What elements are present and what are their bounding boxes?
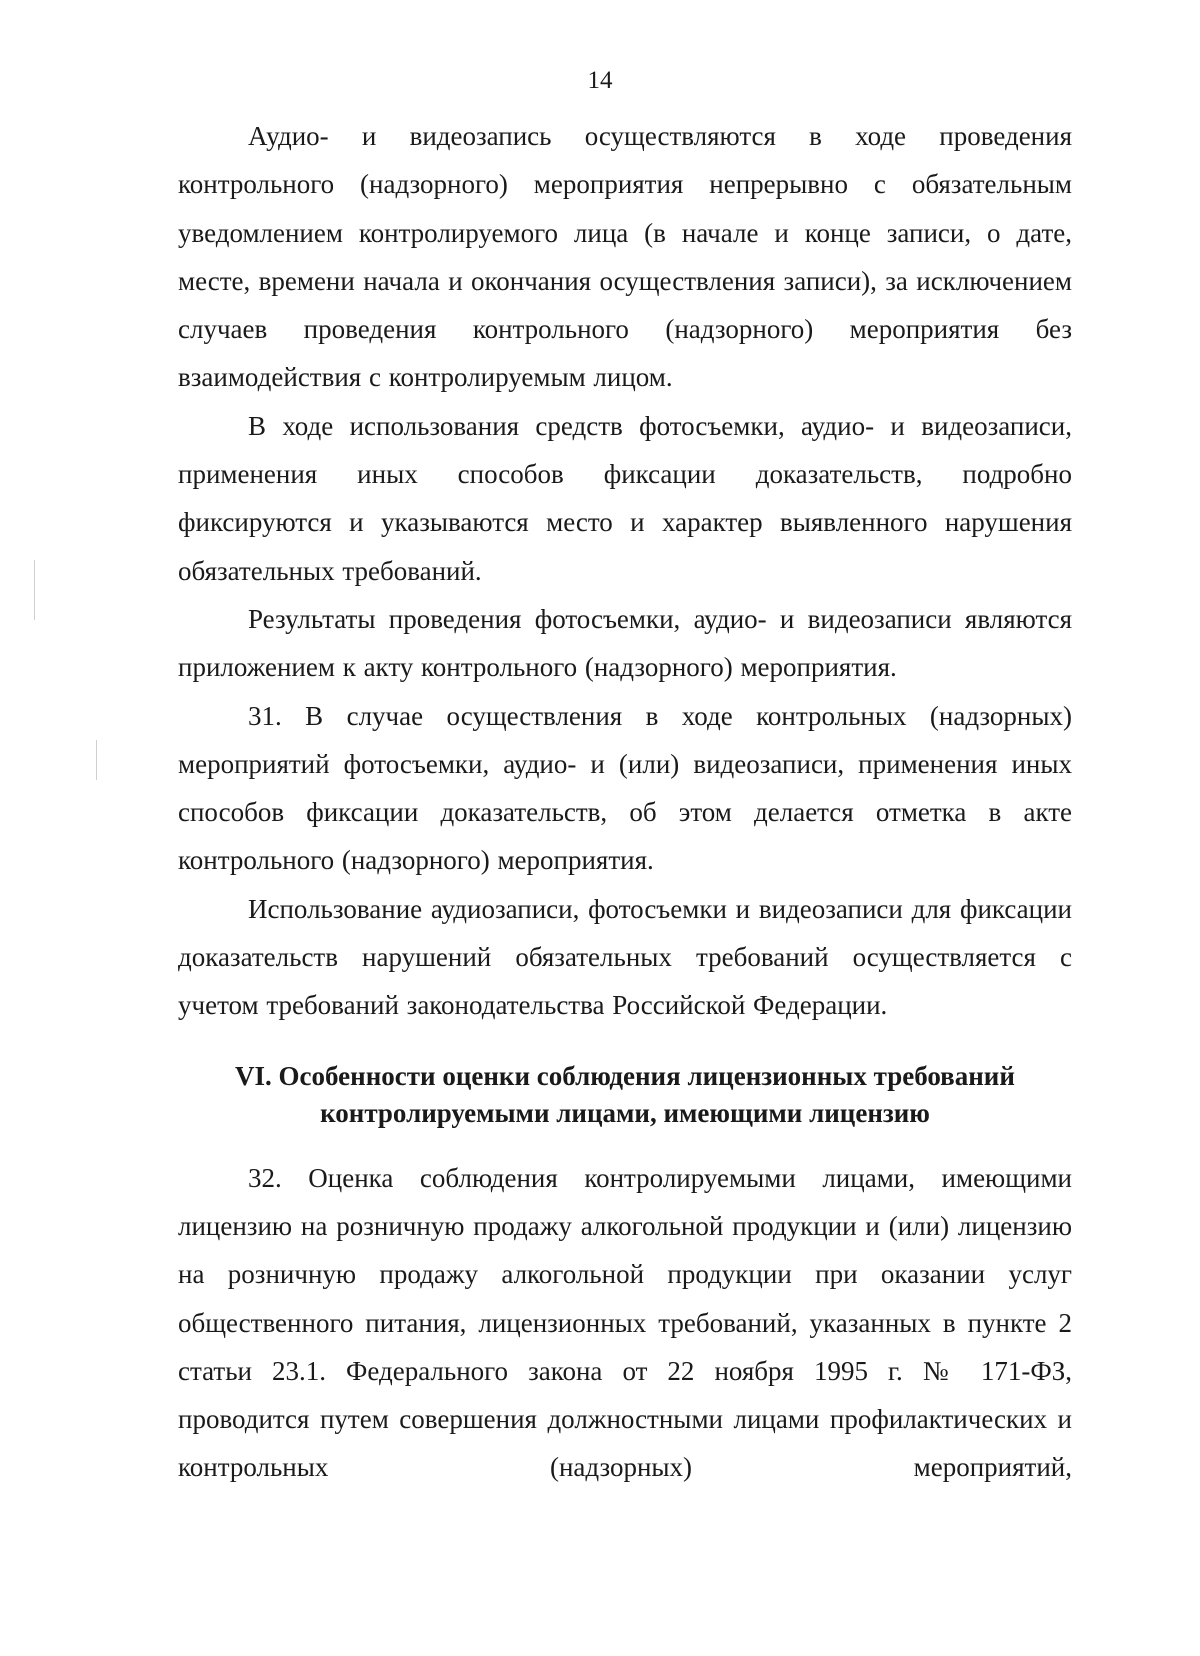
scan-edge-mark (34, 560, 35, 620)
section-heading-line-2: контролируемыми лицами, имеющими лицензию (320, 1097, 930, 1128)
paragraph-legislation-compliance: Использование аудиозаписи, фотосъемки и видеозаписи для фиксации доказательств нарушений обязательных требований осуществляется с учетом требований законодательства Российской Федерации. (178, 893, 1072, 1021)
paragraph-evidence-fixation: В ходе использования средств фотосъемки, аудио- и видеозаписи, применения иных способов фиксации доказательств, подробно фиксируются и указываются место и характер выявленного нарушения обязательных требований. (178, 410, 1072, 586)
document-body (178, 112, 1072, 1492)
paragraph-audio-video-recording: Аудио- и видеозапись осуществляются в ходе проведения контрольного (надзорного) мероприятия непрерывно с обязательным уведомлением контролируемого лица (в начале и конце записи, о дате, месте, времени начала и окончания осуществления записи), за исключением случаев проведения контрольного (надзорного) мероприятия без взаимодействия с контролируемым лицом. (178, 121, 1072, 393)
page-number: 14 (587, 67, 613, 94)
paragraph-item-31: 31. В случае осуществления в ходе контрольных (надзорных) мероприятий фотосъемки, аудио- и (или) видеозаписи, применения иных способов фиксации доказательств, об этом делается отметка в акте контрольного (надзорного) мероприятия. (178, 700, 1072, 876)
scan-edge-mark (96, 740, 97, 780)
paragraph-recording-results: Результаты проведения фотосъемки, аудио- и видеозаписи являются приложением к акту контрольного (надзорного) мероприятия. (178, 603, 1072, 683)
paragraph-item-32: 32. Оценка соблюдения контролируемыми лицами, имеющими лицензию на розничную продажу алкогольной продукции и (или) лицензию на розничную продажу алкогольной продукции при оказании услуг общественного питания, лицензионных требований, указанных в пункте 2 статьи 23.1. Федерального закона от 22 ноября 1995 г. № 171-ФЗ, проводится путем совершения должностными лицами профилактических и контрольных (надзорных) мероприятий, (178, 1162, 1072, 1483)
section-heading (178, 1058, 1072, 1132)
section-heading-line-1: VI. Особенности оценки соблюдения лицензионных требований (235, 1060, 1015, 1091)
